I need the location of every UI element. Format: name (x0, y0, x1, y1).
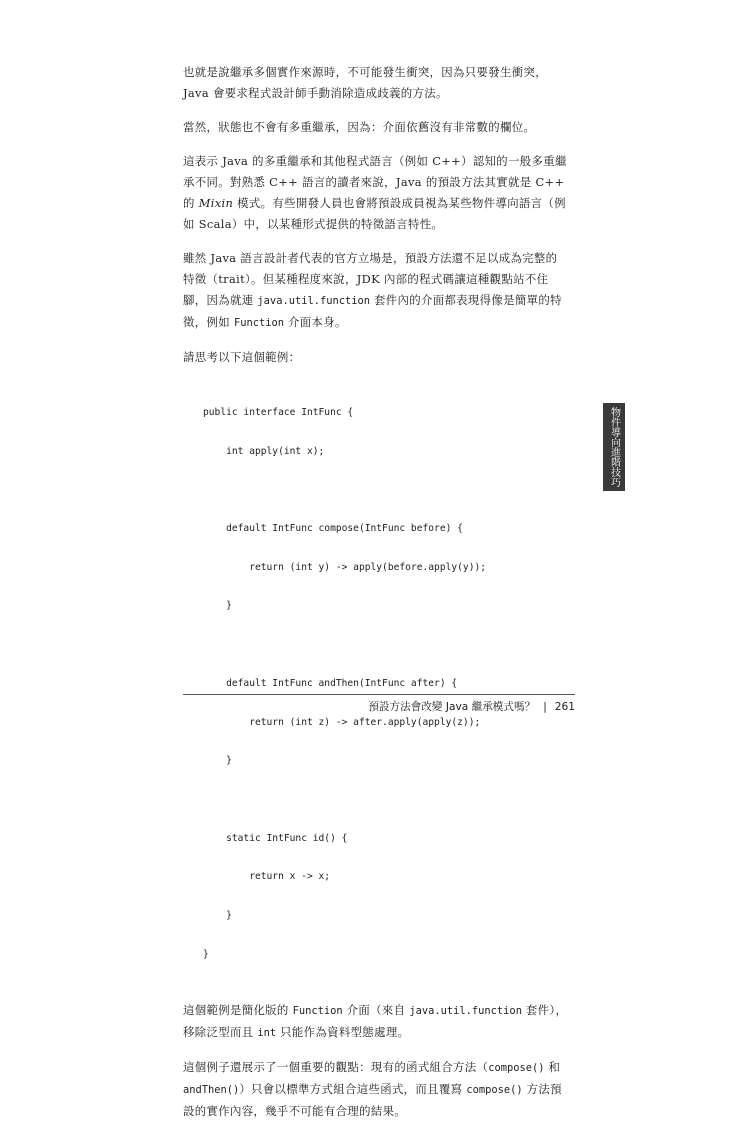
paragraph-6-line-2 (183, 1022, 575, 1044)
inline-code-compose: compose() (488, 1061, 545, 1074)
paragraph-6-line-1-post: 套件）， (521, 1002, 568, 1017)
code-line: static IntFunc id() { (203, 832, 348, 844)
paragraph-3-line-3-post: 模式。有些開發人員也會將預設成員視為某些物件導向語言（例 (233, 196, 566, 210)
paragraph-7-line-3: 設的實作內容，幾乎不可能有合理的結果。 (183, 1103, 407, 1118)
paragraph-3 (183, 151, 575, 235)
paragraph-4-line-4-pre: 徵，例如 (183, 315, 234, 329)
paragraph-3-line-2: 承不同。對熟悉 C++ 語言的讀者來說，Java 的預設方法其實就是 C++ (183, 175, 565, 189)
paragraph-4-line-2: 特徵（trait）。但某種程度來說，JDK 內部的程式碼讓這種觀點站不住 (183, 272, 549, 286)
paragraph-3-line-3-pre: 的 (183, 196, 199, 210)
paragraph-7-line-2 (183, 1079, 575, 1101)
paragraph-7-line-1-pre: 這個例子還展示了一個重要的觀點：現有的函式組合方法（ (183, 1059, 489, 1074)
paragraph-4-line-3 (183, 290, 575, 312)
paragraph-2-line-1: 當然，狀態也不會有多重繼承，因為：介面依舊沒有非常數的欄位。 (183, 120, 536, 134)
paragraph-6-line-1 (183, 1000, 575, 1022)
inline-code-function-2: Function (292, 1004, 343, 1017)
page-number: 261 (554, 701, 575, 713)
inline-code-int: int (257, 1026, 277, 1039)
paragraph-1-line-2: Java 會要求程式設計師手動消除造成歧義的方法。 (183, 86, 448, 100)
paragraph-7-line-1 (183, 1057, 575, 1079)
paragraph-7-line-2-mid: ）只會以標準方式組合這些函式，而且覆寫 (239, 1081, 467, 1096)
paragraph-3-line-1: 這表示 Java 的多重繼承和其他程式語言（例如 C++）認知的一般多重繼 (183, 154, 567, 168)
chapter-side-tab: 物件導向進階技巧 (603, 403, 625, 491)
paragraph-7-line-1-post: 和 (544, 1059, 561, 1074)
paragraph-1-line-1: 也就是說繼承多個實作來源時，不可能發生衝突，因為只要發生衝突， (183, 65, 547, 79)
inline-code-compose-2: compose() (466, 1083, 523, 1096)
paragraph-3-line-4: 如 Scala）中，以某種形式提供的特徵語言特性。 (183, 217, 444, 231)
paragraph-6-line-2-pre: 移除泛型而且 (183, 1024, 258, 1039)
code-line: return (int z) -> after.apply(apply(z)); (203, 716, 481, 728)
paragraph-1 (183, 62, 575, 104)
mixin-term: Mixin (198, 196, 234, 210)
code-line: } (203, 755, 232, 767)
code-line: default IntFunc compose(IntFunc before) { (203, 522, 463, 534)
inline-code-function: Function (233, 317, 284, 329)
code-line: } (203, 600, 232, 612)
code-line: return x -> x; (203, 871, 331, 883)
paragraph-7 (183, 1057, 575, 1122)
paragraph-4 (183, 248, 575, 334)
inline-code-java-util-function: java.util.function (257, 295, 371, 307)
code-line (203, 794, 575, 807)
paragraph-4-line-3-pre: 腳，因為就連 (183, 293, 258, 307)
paragraph-6-line-1-mid: 介面（來自 (342, 1002, 410, 1017)
paragraph-5 (183, 347, 575, 368)
code-listing (203, 381, 575, 988)
code-line: default IntFunc andThen(IntFunc after) { (203, 677, 458, 689)
code-line (203, 484, 575, 497)
footer-separator: | (543, 701, 547, 713)
footer-rule (183, 694, 575, 695)
code-line: return (int y) -> apply(before.apply(y)); (203, 561, 487, 573)
inline-code-java-util-function-2: java.util.function (409, 1004, 522, 1017)
inline-code-andthen: andThen() (183, 1083, 240, 1096)
paragraph-4-line-4-post: 介面本身。 (283, 315, 347, 329)
code-line: } (203, 910, 232, 922)
paragraph-2 (183, 117, 575, 138)
paragraph-6-line-1-pre: 這個範例是簡化版的 (183, 1002, 293, 1017)
paragraph-4-line-1: 雖然 Java 語言設計者代表的官方立場是，預設方法還不足以成為完整的 (183, 251, 558, 265)
paragraph-6-line-2-post: 只能作為資料型態處理。 (276, 1024, 410, 1039)
code-line: } (203, 948, 209, 960)
code-line: int apply(int x); (203, 445, 325, 457)
footer-chapter-title: 預設方法會改變 Java 繼承模式嗎？ (368, 701, 536, 713)
paragraph-4-line-4 (183, 312, 575, 334)
paragraph-6 (183, 1000, 575, 1044)
paragraph-3-line-3 (183, 193, 575, 214)
page-footer (183, 699, 575, 714)
paragraph-4-line-3-post: 套件內的介面都表現得像是簡單的特 (370, 293, 562, 307)
code-line (203, 639, 575, 652)
main-text-column (183, 62, 575, 1135)
paragraph-5-line-1: 請思考以下這個範例： (183, 350, 301, 364)
code-line: public interface IntFunc { (203, 406, 354, 418)
paragraph-7-line-2-post: 方法預 (522, 1081, 562, 1096)
